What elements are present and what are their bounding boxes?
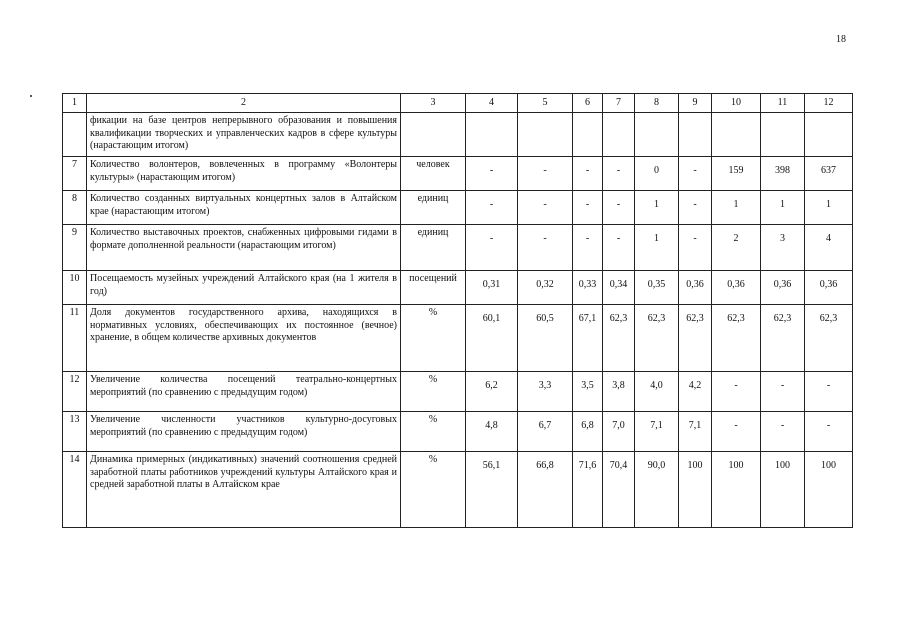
value-cell: - <box>805 412 853 452</box>
value-cell: 1 <box>635 191 679 225</box>
value-cell: 4 <box>805 225 853 271</box>
value-cell: 60,1 <box>466 305 518 372</box>
value-cell: 7,0 <box>603 412 635 452</box>
value-cell: - <box>679 191 712 225</box>
row-number-cell: 13 <box>63 412 87 452</box>
value-cell: 0,36 <box>805 271 853 305</box>
value-cell: 0,36 <box>712 271 761 305</box>
value-cell: - <box>573 191 603 225</box>
table-row <box>63 271 853 305</box>
value-cell: - <box>518 225 573 271</box>
value-cell: 67,1 <box>573 305 603 372</box>
indicator-description-cell: Посещаемость музейных учреждений Алтайского края (на 1 жителя в год) <box>87 271 401 305</box>
value-cell: - <box>603 225 635 271</box>
value-cell <box>761 113 805 157</box>
column-header: 2 <box>87 94 401 113</box>
row-number-cell: 9 <box>63 225 87 271</box>
row-number-cell: 14 <box>63 452 87 528</box>
value-cell: 7,1 <box>635 412 679 452</box>
value-cell: - <box>603 157 635 191</box>
column-header: 3 <box>401 94 466 113</box>
value-cell: 62,3 <box>805 305 853 372</box>
value-cell: 62,3 <box>603 305 635 372</box>
value-cell <box>805 113 853 157</box>
scan-dot <box>30 95 32 97</box>
indicator-description-cell: Динамика примерных (индикативных) значений соотношения средней заработной платы работников учреждений культуры Алтайского края и средней заработной платы в Алтайском крае <box>87 452 401 528</box>
unit-cell: % <box>401 412 466 452</box>
value-cell: 4,0 <box>635 372 679 412</box>
value-cell: 7,1 <box>679 412 712 452</box>
value-cell: 66,8 <box>518 452 573 528</box>
column-header: 9 <box>679 94 712 113</box>
table-row <box>63 157 853 191</box>
value-cell: 1 <box>761 191 805 225</box>
table-row <box>63 412 853 452</box>
value-cell: 1 <box>805 191 853 225</box>
value-cell: - <box>712 372 761 412</box>
value-cell: - <box>518 191 573 225</box>
value-cell: 60,5 <box>518 305 573 372</box>
unit-cell: человек <box>401 157 466 191</box>
value-cell: 2 <box>712 225 761 271</box>
value-cell <box>679 113 712 157</box>
indicator-description-cell: Количество созданных виртуальных концертных залов в Алтайском крае (нарастающим итогом) <box>87 191 401 225</box>
page-number: 18 <box>836 34 846 45</box>
value-cell: 1 <box>712 191 761 225</box>
unit-cell: единиц <box>401 191 466 225</box>
table-row <box>63 113 853 157</box>
column-header: 8 <box>635 94 679 113</box>
value-cell: - <box>805 372 853 412</box>
value-cell: 71,6 <box>573 452 603 528</box>
unit-cell: единиц <box>401 225 466 271</box>
value-cell: 62,3 <box>679 305 712 372</box>
indicator-description-cell: Увеличение количества посещений театрально-концертных мероприятий (по сравнению с предыдущим годом) <box>87 372 401 412</box>
indicator-description-cell: Увеличение численности участников культурно-досуговых мероприятий (по сравнению с предыдущим годом) <box>87 412 401 452</box>
value-cell: 0 <box>635 157 679 191</box>
value-cell: 0,31 <box>466 271 518 305</box>
column-header: 10 <box>712 94 761 113</box>
value-cell <box>635 113 679 157</box>
value-cell: 6,8 <box>573 412 603 452</box>
value-cell: 0,35 <box>635 271 679 305</box>
value-cell: 398 <box>761 157 805 191</box>
unit-cell: % <box>401 372 466 412</box>
value-cell: 100 <box>805 452 853 528</box>
row-number-cell: 8 <box>63 191 87 225</box>
value-cell: 90,0 <box>635 452 679 528</box>
unit-cell: посещений <box>401 271 466 305</box>
column-header: 11 <box>761 94 805 113</box>
unit-cell: % <box>401 305 466 372</box>
value-cell: - <box>761 372 805 412</box>
column-header: 4 <box>466 94 518 113</box>
value-cell: 62,3 <box>761 305 805 372</box>
value-cell: - <box>679 157 712 191</box>
value-cell: 3,5 <box>573 372 603 412</box>
column-header: 7 <box>603 94 635 113</box>
value-cell: 0,32 <box>518 271 573 305</box>
value-cell: 637 <box>805 157 853 191</box>
value-cell: 62,3 <box>635 305 679 372</box>
row-number-cell <box>63 113 87 157</box>
unit-cell <box>401 113 466 157</box>
value-cell: 3,8 <box>603 372 635 412</box>
indicator-description-cell: Доля документов государственного архива, находящихся в нормативных условиях, обеспечивающих их постоянное (вечное) хранение, в общем количестве архивных документов <box>87 305 401 372</box>
value-cell: - <box>518 157 573 191</box>
column-header: 5 <box>518 94 573 113</box>
table-row <box>63 372 853 412</box>
row-number-cell: 11 <box>63 305 87 372</box>
value-cell <box>466 113 518 157</box>
value-cell: 6,7 <box>518 412 573 452</box>
value-cell: 0,36 <box>761 271 805 305</box>
value-cell: 0,34 <box>603 271 635 305</box>
value-cell: 56,1 <box>466 452 518 528</box>
value-cell: 70,4 <box>603 452 635 528</box>
value-cell: 4,8 <box>466 412 518 452</box>
row-number-cell: 7 <box>63 157 87 191</box>
row-number-cell: 10 <box>63 271 87 305</box>
value-cell <box>603 113 635 157</box>
value-cell: 3 <box>761 225 805 271</box>
value-cell <box>573 113 603 157</box>
table-row <box>63 225 853 271</box>
indicator-description-cell: Количество выставочных проектов, снабженных цифровыми гидами в формате дополненной реальности (нарастающим итогом) <box>87 225 401 271</box>
indicator-description-cell: фикации на базе центров непрерывного образования и повышения квалификации творческих и управленческих кадров в сфере культуры (нарастающим итогом) <box>87 113 401 157</box>
value-cell: 100 <box>679 452 712 528</box>
row-number-cell: 12 <box>63 372 87 412</box>
value-cell: - <box>712 412 761 452</box>
column-header: 12 <box>805 94 853 113</box>
value-cell: - <box>573 225 603 271</box>
value-cell <box>518 113 573 157</box>
value-cell: - <box>466 157 518 191</box>
table-row <box>63 191 853 225</box>
value-cell: - <box>603 191 635 225</box>
value-cell: 100 <box>712 452 761 528</box>
value-cell: 6,2 <box>466 372 518 412</box>
value-cell: 100 <box>761 452 805 528</box>
value-cell: 0,33 <box>573 271 603 305</box>
value-cell: - <box>761 412 805 452</box>
indicator-description-cell: Количество волонтеров, вовлеченных в программу «Волонтеры культуры» (нарастающим итогом) <box>87 157 401 191</box>
value-cell: - <box>573 157 603 191</box>
table-header-row <box>63 94 853 113</box>
unit-cell: % <box>401 452 466 528</box>
column-header: 1 <box>63 94 87 113</box>
value-cell: - <box>466 225 518 271</box>
value-cell: 159 <box>712 157 761 191</box>
value-cell <box>712 113 761 157</box>
column-header: 6 <box>573 94 603 113</box>
indicator-table <box>62 93 853 528</box>
value-cell: 0,36 <box>679 271 712 305</box>
value-cell: - <box>466 191 518 225</box>
value-cell: - <box>679 225 712 271</box>
value-cell: 4,2 <box>679 372 712 412</box>
table-row <box>63 452 853 528</box>
value-cell: 3,3 <box>518 372 573 412</box>
value-cell: 62,3 <box>712 305 761 372</box>
table-row <box>63 305 853 372</box>
value-cell: 1 <box>635 225 679 271</box>
